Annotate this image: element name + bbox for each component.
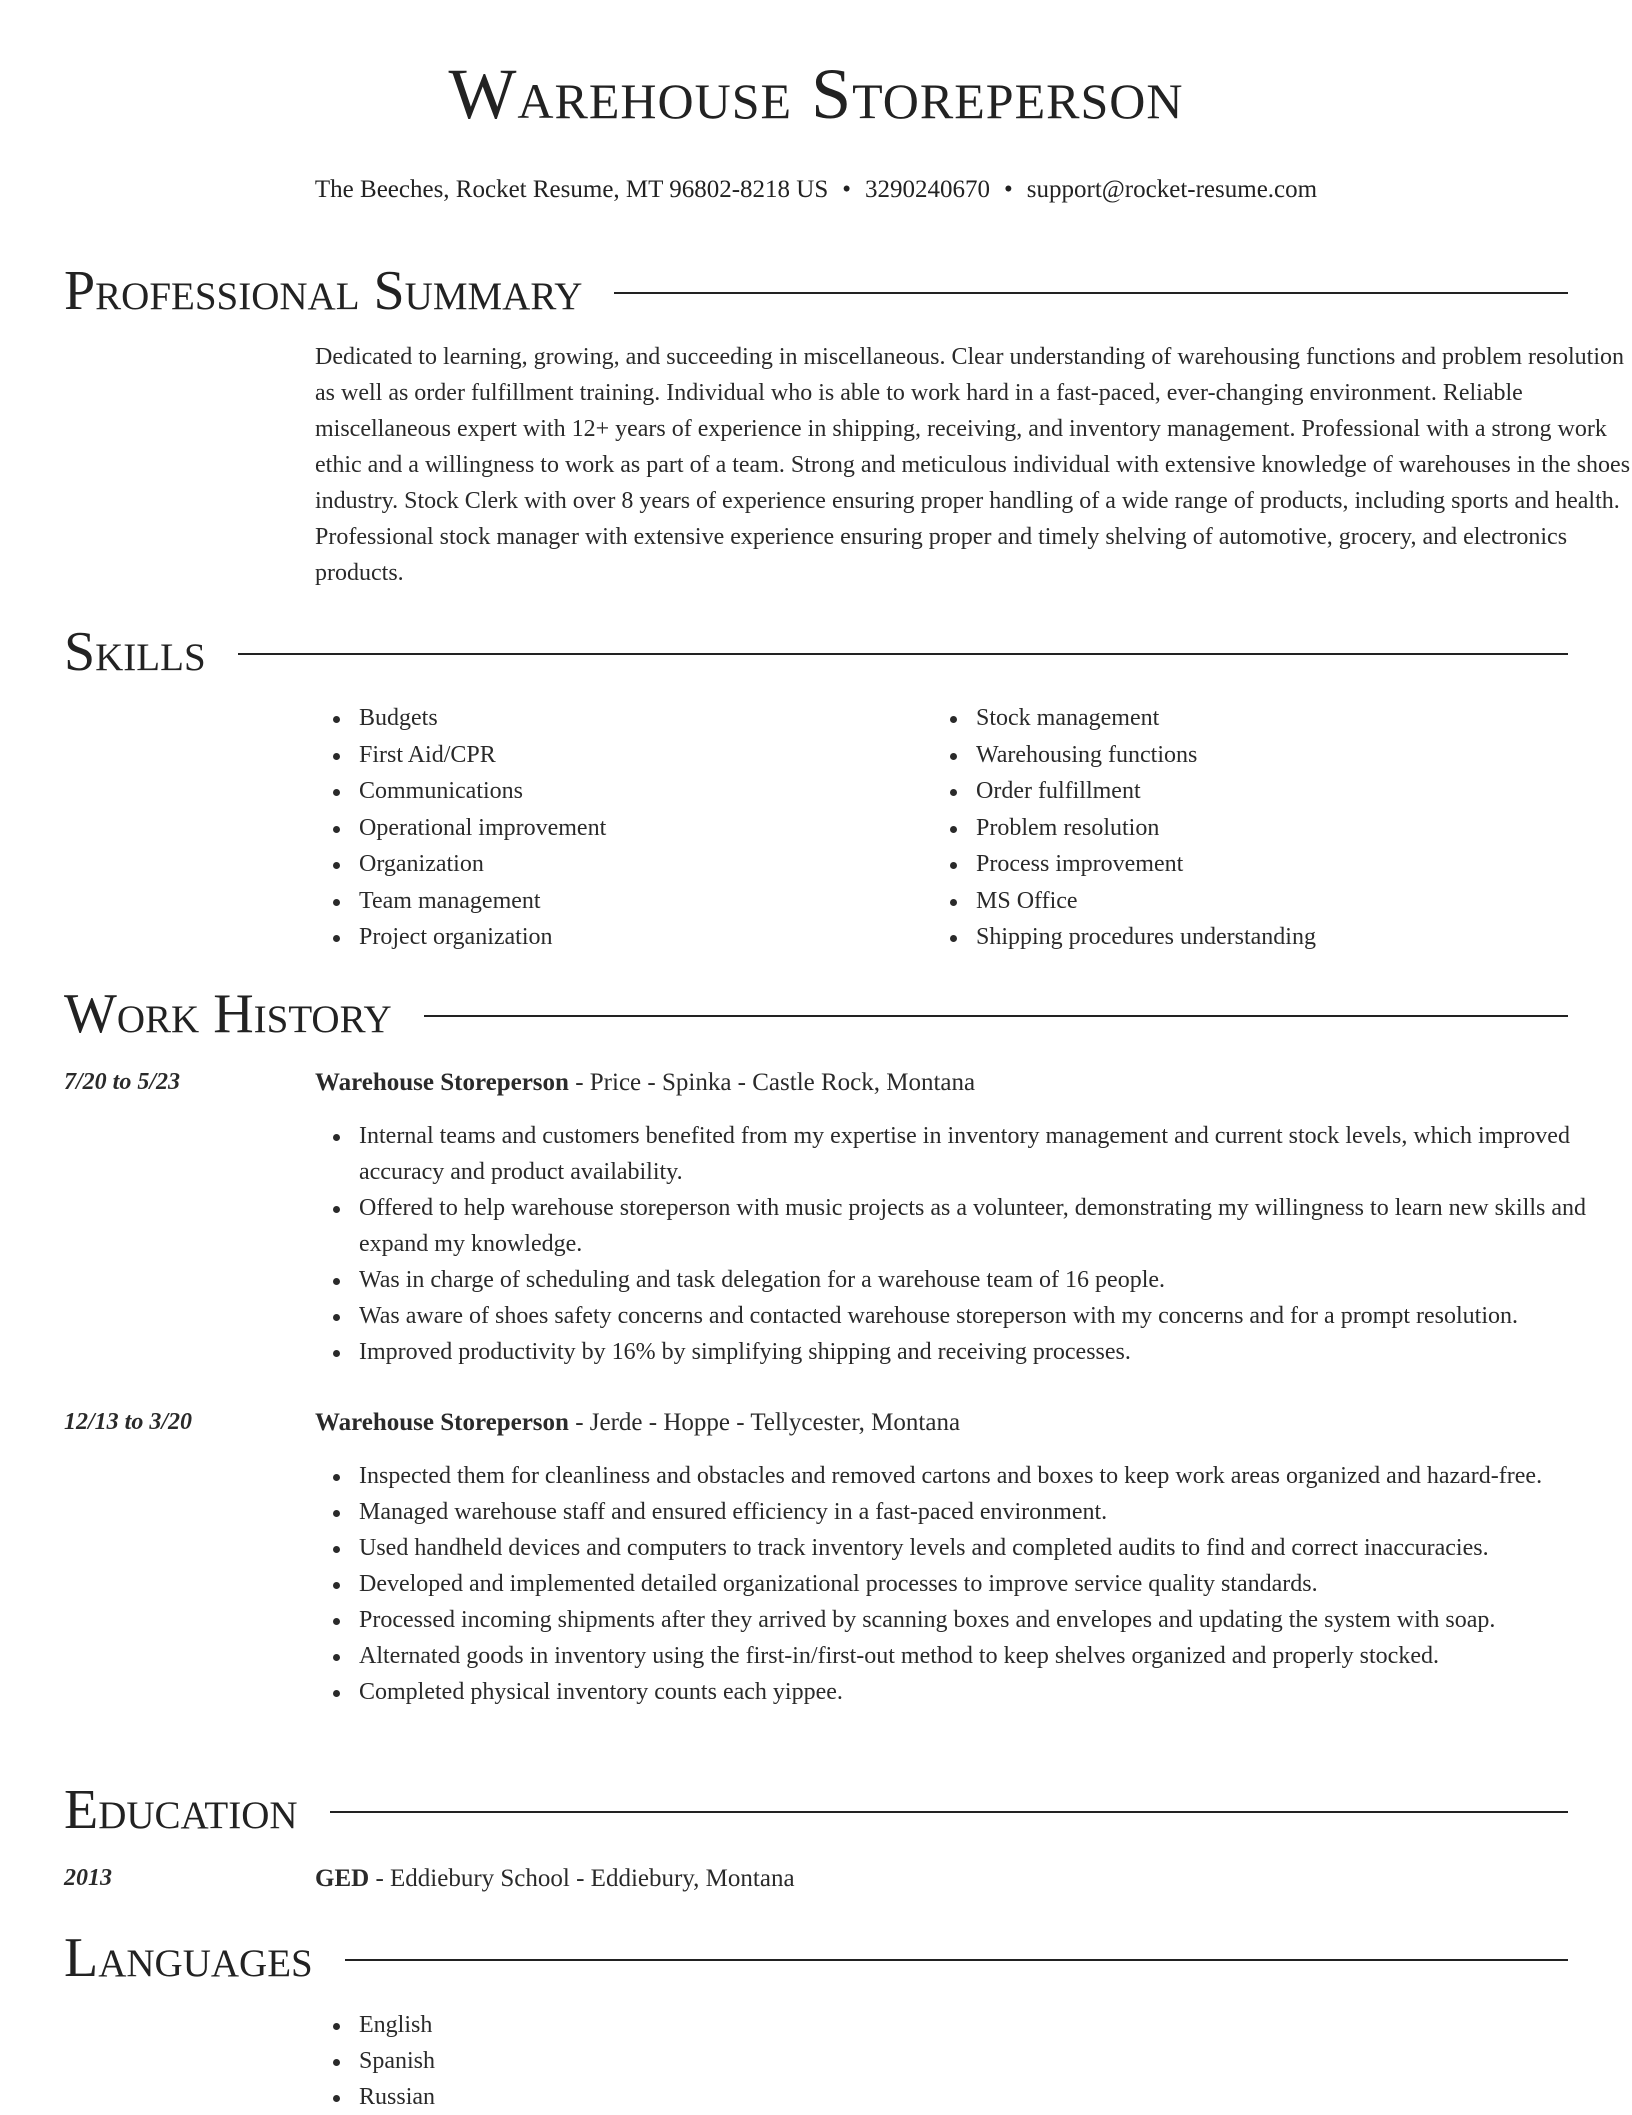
- contact-line: [64, 175, 1568, 205]
- skill-item: Warehousing functions: [932, 737, 1532, 774]
- job-bullet: Offered to help warehouse storeperson with music projects as a volunteer, demonstrating my willingness to learn new skills and expand my knowledge.: [315, 1190, 1632, 1262]
- summary-text: Dedicated to learning, growing, and succeeding in miscellaneous. Clear understanding of warehousing functions and problem resolution as well as order fulfillment training. Individual who is able to work hard in a fast-paced, ever-changing environment. Reliable miscellaneous expert with 12+ years of experience in shipping, receiving, and inventory management. Professional with a strong work ethic and a willingness to work as part of a team. Strong and meticulous individual with extensive knowledge of warehouses in the shoes industry. Stock Clerk with over 8 years of experience ensuring proper handling of a wide range of products, including sports and health. Professional stock manager with extensive experience ensuring proper and timely shelving of automotive, grocery, and electronics products.: [315, 344, 1631, 586]
- section-heading-skills: [64, 621, 1568, 683]
- job-bullets: [315, 1458, 1632, 1710]
- job-dates: 7/20 to 5/23: [64, 1069, 181, 1095]
- education-degree: GED: [315, 1865, 370, 1892]
- section-title: Languages: [64, 1927, 313, 1989]
- job-bullet: Inspected them for cleanliness and obstacles and removed cartons and boxes to keep work areas organized and hazard-free.: [315, 1458, 1632, 1494]
- education-school-location: - Eddiebury School - Eddiebury, Montana: [369, 1865, 795, 1892]
- section-title: Professional Summary: [64, 260, 583, 322]
- job-bullet: Used handheld devices and computers to track inventory levels and completed audits to find and correct inaccuracies.: [315, 1530, 1632, 1566]
- language-item: Spanish: [315, 2043, 1632, 2079]
- job-bullet: Improved productivity by 16% by simplifying shipping and receiving processes.: [315, 1334, 1632, 1370]
- job-bullet: Internal teams and customers benefited from my expertise in inventory management and current stock levels, which improved accuracy and product availability.: [315, 1118, 1632, 1190]
- skill-item: MS Office: [932, 883, 1532, 920]
- job-title: Warehouse Storeperson: [315, 1069, 569, 1096]
- email[interactable]: support@rocket-resume.com: [1026, 176, 1318, 203]
- language-item: English: [315, 2007, 1632, 2043]
- job-bullet: Processed incoming shipments after they arrived by scanning boxes and envelopes and updating the system with soap.: [315, 1602, 1632, 1638]
- job-title: Warehouse Storeperson: [315, 1409, 569, 1436]
- job-employer-location: - Price - Spinka - Castle Rock, Montana: [568, 1069, 976, 1096]
- skill-item: Shipping procedures understanding: [932, 919, 1532, 956]
- skill-item: Problem resolution: [932, 810, 1532, 847]
- section-heading-summary: [64, 260, 1568, 322]
- job-heading: [315, 1408, 960, 1438]
- job-employer-location: - Jerde - Hoppe - Tellycester, Montana: [568, 1409, 961, 1436]
- skills-list-left: [315, 700, 915, 956]
- skill-item: Process improvement: [932, 846, 1532, 883]
- section-divider: [345, 1959, 1568, 1961]
- section-heading-education: [64, 1779, 1568, 1841]
- candidate-name: Warehouse Storeperson: [448, 54, 1184, 134]
- job-bullet: Was aware of shoes safety concerns and contacted warehouse storeperson with my concerns and for a prompt resolution.: [315, 1298, 1632, 1334]
- skill-item: Organization: [315, 846, 915, 883]
- section-title: Skills: [64, 621, 206, 683]
- section-heading-languages: [64, 1927, 1568, 1989]
- job-bullets: [315, 1118, 1632, 1370]
- separator: •: [842, 176, 852, 203]
- skill-item: Operational improvement: [315, 810, 915, 847]
- section-heading-work-history: [64, 983, 1568, 1045]
- skills-list-right: [932, 700, 1532, 956]
- section-divider: [330, 1811, 1568, 1813]
- language-item: Russian: [315, 2079, 1632, 2115]
- phone: 3290240670: [865, 176, 991, 203]
- job-heading: [315, 1068, 975, 1098]
- skill-item: Budgets: [315, 700, 915, 737]
- separator: •: [1004, 176, 1013, 203]
- education-heading: [315, 1864, 795, 1894]
- job-bullet: Managed warehouse staff and ensured efficiency in a fast-paced environment.: [315, 1494, 1632, 1530]
- skill-item: Stock management: [932, 700, 1532, 737]
- section-title: Work History: [64, 983, 392, 1045]
- section-divider: [614, 292, 1568, 294]
- languages-list: [315, 2007, 1632, 2115]
- skill-item: First Aid/CPR: [315, 737, 915, 774]
- section-divider: [424, 1015, 1568, 1017]
- section-title: Education: [64, 1779, 298, 1841]
- address: The Beeches, Rocket Resume, MT 96802-8218 US: [314, 176, 829, 203]
- job-bullet: Alternated goods in inventory using the first-in/first-out method to keep shelves organized and properly stocked.: [315, 1638, 1632, 1674]
- skill-item: Project organization: [315, 919, 915, 956]
- education-year: 2013: [64, 1865, 112, 1891]
- skill-item: Order fulfillment: [932, 773, 1532, 810]
- job-bullet: Was in charge of scheduling and task delegation for a warehouse team of 16 people.: [315, 1262, 1632, 1298]
- job-bullet: Developed and implemented detailed organizational processes to improve service quality standards.: [315, 1566, 1632, 1602]
- job-dates: 12/13 to 3/20: [64, 1409, 193, 1435]
- section-divider: [238, 653, 1568, 655]
- skill-item: Communications: [315, 773, 915, 810]
- skill-item: Team management: [315, 883, 915, 920]
- job-bullet: Completed physical inventory counts each yippee.: [315, 1674, 1632, 1710]
